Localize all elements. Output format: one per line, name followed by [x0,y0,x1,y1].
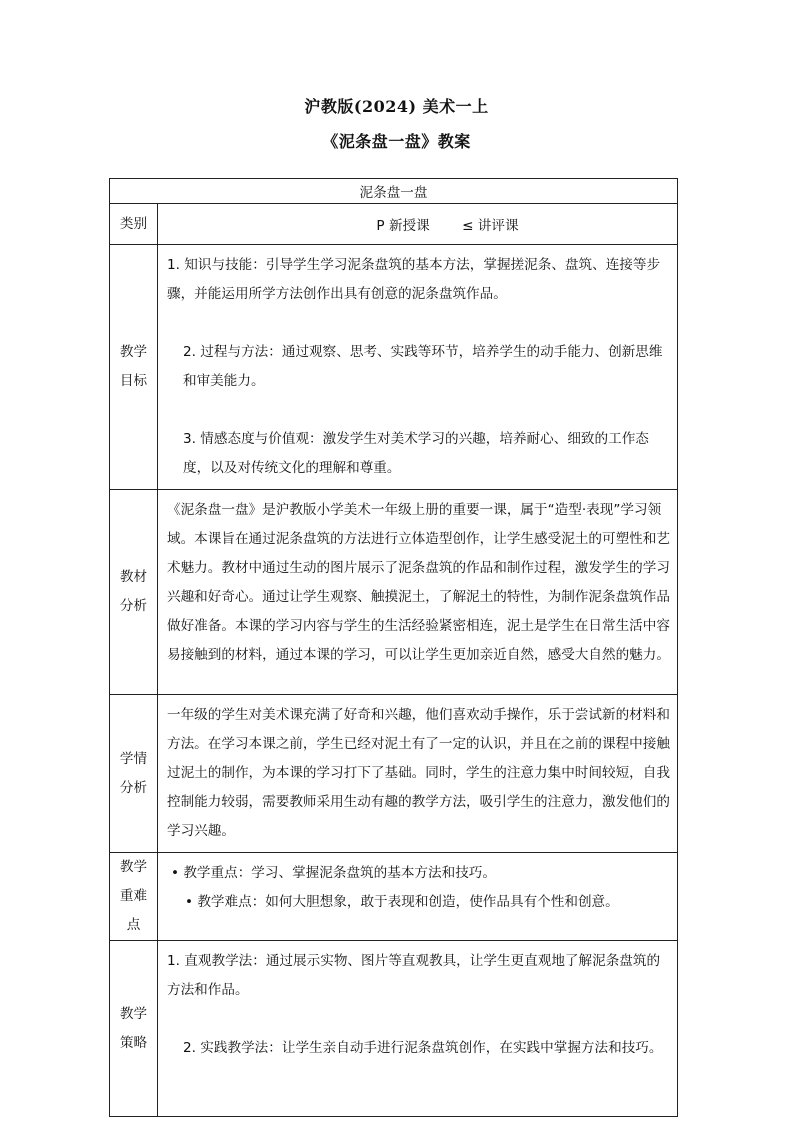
material-analysis-text: 《泥条盘一盘》是沪教版小学美术一年级上册的重要一课，属于“造型·表现”学习领域。本课旨在通过泥条盘筑的方法进行立体造型创作，让学生感受泥土的可塑性和艺术魅力。教材中通过生动的图片展示了泥条盘筑的作品和制作过程，激发学生的学习兴趣和好奇心。通过让学生观察、触摸泥土，了解泥土的特性，为制作泥条盘筑作品做好准备。本课的学习内容与学生的生活经验紧密相连，泥土是学生在日常生活中容易接触到的材料，通过本课的学习，可以让学生更加亲近自然，感受大自然的魅力。 [167,502,670,663]
key-points-row [110,853,678,941]
key-points-content [158,853,678,941]
key-point-item: • 教学重点：学习、掌握泥条盘筑的基本方法和技巧。 [171,865,496,881]
document-title: 《泥条盘一盘》教案 [322,132,471,151]
objectives-label: 教学 目标 [110,245,158,490]
objectives-content [158,245,678,490]
strategy-content [158,941,678,1117]
category-options [158,204,678,245]
strategy-row [110,941,678,1117]
material-analysis-label: 教材 分析 [110,490,158,695]
lesson-plan-table [109,178,678,1117]
material-analysis-content [158,490,678,695]
student-analysis-content [158,695,678,853]
category-option-new: P 新授课 [376,218,430,234]
strategy-label: 教学 策略 [110,941,158,1117]
key-points-label: 教学 重难 点 [110,853,158,941]
objective-item: 3. 情感态度与价值观：激发学生对美术学习的兴趣，培养耐心、细致的工作态度，以及对传统文化的理解和尊重。 [183,431,649,476]
strategy-item: 2. 实践教学法：让学生亲自动手进行泥条盘筑创作，在实践中掌握方法和技巧。 [183,1040,663,1056]
strategy-item: 1. 直观教学法：通过展示实物、图片等直观教具，让学生更直观地了解泥条盘筑的方法和作品。 [167,953,661,998]
student-analysis-row [110,695,678,853]
student-analysis-text: 一年级的学生对美术课充满了好奇和兴趣，他们喜欢动手操作，乐于尝试新的材料和方法。在学习本课之前，学生已经对泥土有了一定的认识，并且在之前的课程中接触过泥土的制作，为本课的学习打下了基础。同时，学生的注意力集中时间较短，自我控制能力较弱，需要教师采用生动有趣的教学方法，吸引学生的注意力，激发他们的学习兴趣。 [167,707,670,839]
category-row [110,204,678,245]
category-label: 类别 [110,204,158,245]
student-analysis-label: 学情 分析 [110,695,158,853]
lesson-name-row [110,179,678,204]
objective-item: 1. 知识与技能：引导学生学习泥条盘筑的基本方法，掌握搓泥条、盘筑、连接等步骤，并能运用所学方法创作出具有创意的泥条盘筑作品。 [167,257,661,302]
lesson-name: 泥条盘一盘 [110,179,678,204]
objectives-row [110,245,678,490]
material-analysis-row [110,490,678,695]
objective-item: 2. 过程与方法：通过观察、思考、实践等环节，培养学生的动手能力、创新思维和审美能力。 [183,344,663,389]
page-title: 沪教版(2024) 美术一上 [304,97,489,116]
key-point-item: • 教学难点：如何大胆想象，敢于表现和创造，使作品具有个性和创意。 [185,894,619,910]
category-option-review: ≤ 讲评课 [462,218,519,234]
